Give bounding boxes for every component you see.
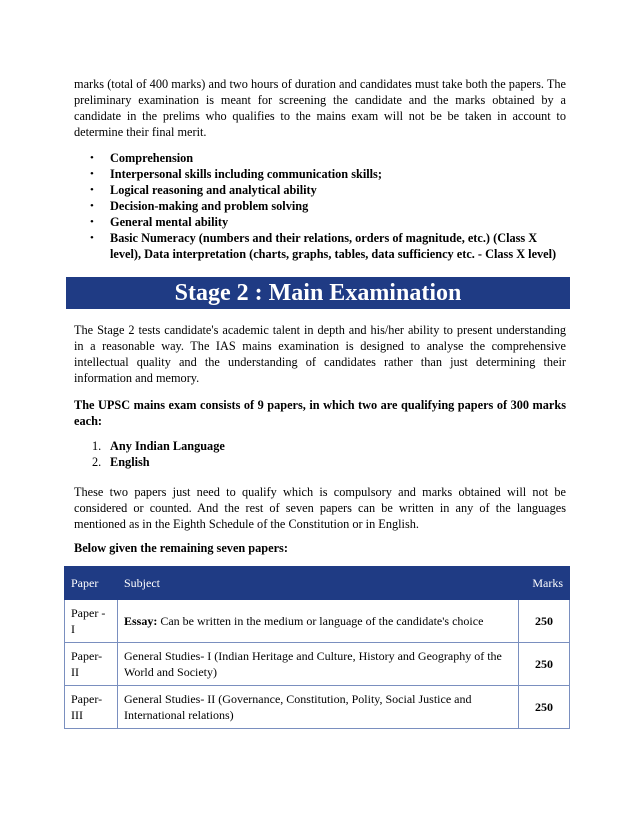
- stage-2-banner: Stage 2 : Main Examination: [66, 277, 570, 309]
- table-row: [65, 600, 570, 643]
- list-item: • Logical reasoning and analytical ability: [90, 183, 317, 197]
- intro-paragraph: marks (total of 400 marks) and two hours of duration and candidates must take both the papers. The preliminary examination is meant for screening the candidate and the marks obtained by a candidate in the prelims who qualifies to the mains exam will not be be taken in account to determine their final merit.: [74, 77, 566, 139]
- marks-cell: 250: [519, 686, 570, 729]
- papers-intro: The UPSC mains exam consists of 9 papers, in which two are qualifying papers of 300 marks each:: [74, 398, 566, 428]
- bullet-icon: •: [90, 152, 94, 164]
- subject-cell: Essay: Can be written in the medium or language of the candidate's choice: [118, 600, 519, 643]
- list-item: 2. English: [92, 455, 150, 469]
- stage-2-paragraph: The Stage 2 tests candidate's academic talent in depth and his/her ability to present understanding in a reasonable way. The IAS mains examination is designed to analyse the comprehensive intellectual quality and the understanding of candidates rather than just determining their information and memory.: [74, 323, 566, 385]
- qualifying-papers-list: [74, 438, 225, 470]
- list-item: 1. Any Indian Language: [92, 439, 225, 453]
- paper-cell: Paper- II: [65, 643, 118, 686]
- prelim-topics-list: [74, 150, 566, 262]
- subject-cell: General Studies- I (Indian Heritage and Culture, History and Geography of the World and Society): [118, 643, 519, 686]
- list-item: • General mental ability: [90, 215, 229, 229]
- bullet-icon: •: [90, 216, 94, 228]
- paper-cell: Paper- III: [65, 686, 118, 729]
- table-row: [65, 686, 570, 729]
- paper-column-header: Paper: [65, 567, 118, 600]
- list-item: • Decision-making and problem solving: [90, 199, 309, 213]
- bullet-icon: •: [90, 184, 94, 196]
- list-item: • Interpersonal skills including communication skills;: [90, 167, 382, 181]
- list-item: • Comprehension: [90, 151, 194, 165]
- qualify-note-paragraph: These two papers just need to qualify which is compulsory and marks obtained will not be considered or counted. And the rest of seven papers can be written in any of the languages mentioned as in the Eighth Schedule of the Constitution or in English.: [74, 485, 566, 531]
- marks-cell: 250: [519, 600, 570, 643]
- papers-table: [64, 566, 570, 729]
- list-item: • Basic Numeracy (numbers and their relations, orders of magnitude, etc.) (Class X level), Data interpretation (charts, graphs, tables, data sufficiency etc. - Class X level): [90, 231, 557, 261]
- remaining-papers-heading: Below given the remaining seven papers:: [74, 541, 288, 555]
- marks-column-header: Marks: [519, 567, 570, 600]
- table-row: [65, 643, 570, 686]
- bullet-icon: •: [90, 200, 94, 212]
- marks-cell: 250: [519, 643, 570, 686]
- bullet-icon: •: [90, 232, 94, 244]
- paper-cell: Paper - I: [65, 600, 118, 643]
- subject-column-header: Subject: [118, 567, 519, 600]
- table-header-row: [65, 567, 570, 600]
- bullet-icon: •: [90, 168, 94, 180]
- subject-cell: General Studies- II (Governance, Constitution, Polity, Social Justice and International relations): [118, 686, 519, 729]
